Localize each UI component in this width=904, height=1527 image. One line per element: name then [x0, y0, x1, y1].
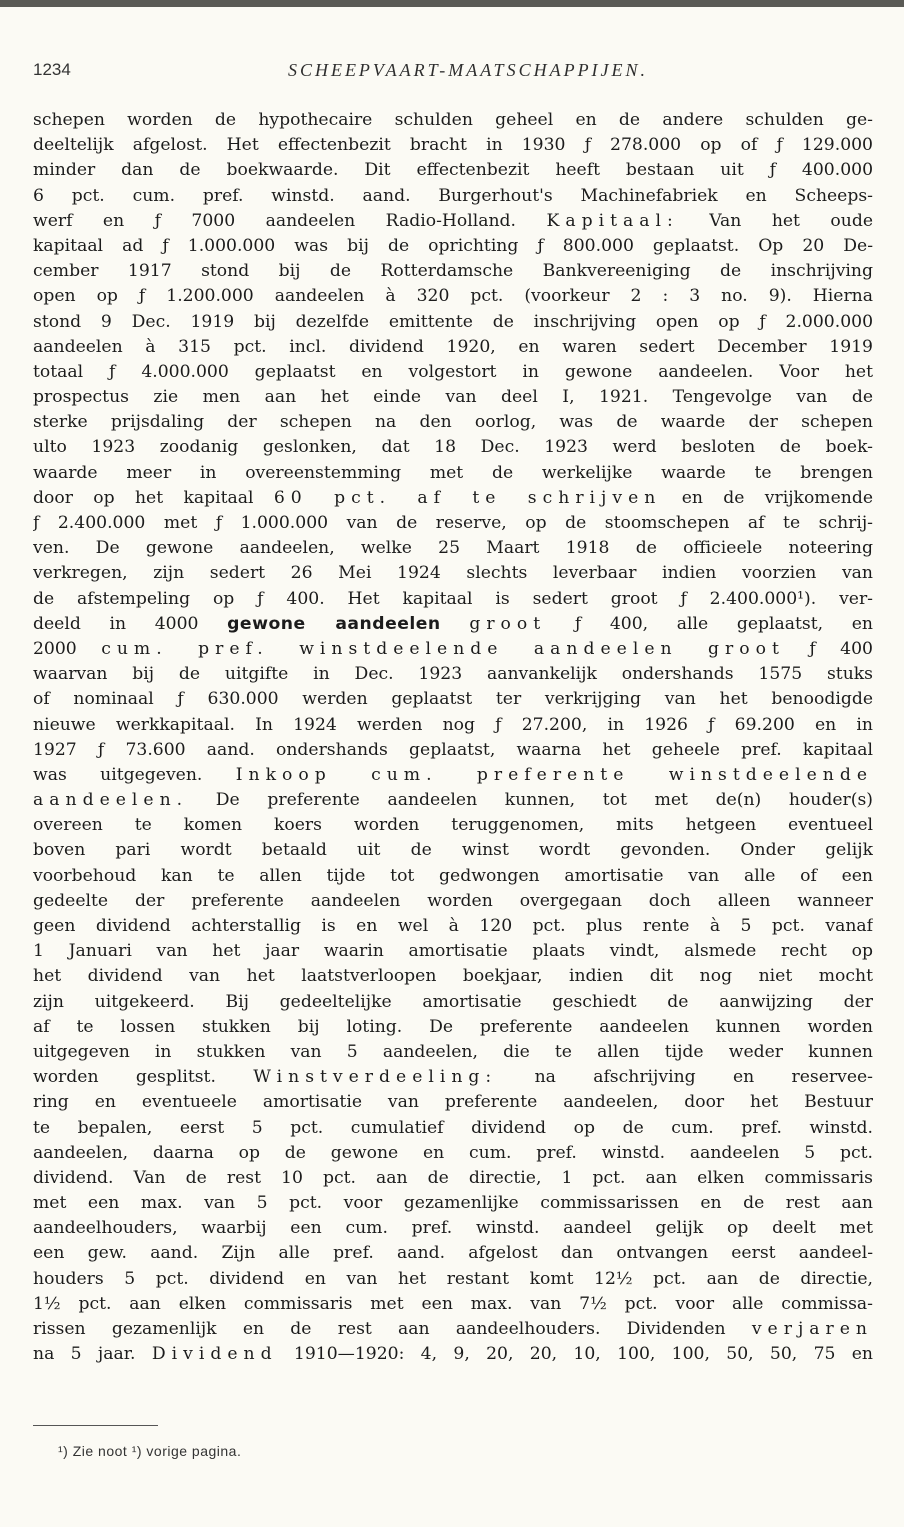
text-line: met een max. van 5 pct. voor gezamenlijke commissarissen en de rest aan: [33, 1193, 873, 1214]
text-line: aandeelen, daarna op de gewone en cum. pref. winstd. aandeelen 5 pct.: [33, 1142, 873, 1163]
text-line: of nominaal ƒ 630.000 werden geplaatst ter verkrijging van het benoodigde: [33, 689, 873, 710]
emphasis-groot: groot: [469, 613, 547, 634]
text-line: cember 1917 stond bij de Rotterdamsche Bankvereeniging de inschrijving: [33, 261, 873, 282]
text-line: voorbehoud kan te allen tijde tot gedwongen amortisatie van alle of een: [33, 865, 873, 886]
text-run: 2000: [33, 638, 77, 659]
text-run: rissen gezamenlijk en de rest aan aandeelhouders. Dividenden: [33, 1319, 726, 1339]
text-line: [33, 763, 873, 788]
text-line: 1 Januari van het jaar waarin amortisatie plaats vindt, alsmede recht op: [33, 941, 873, 962]
text-run: werf en ƒ 7000 aandeelen Radio-Holland.: [33, 210, 517, 231]
text-line: ring en eventueele amortisatie van preferente aandeelen, door het Bestuur: [33, 1092, 873, 1113]
text-line: open op ƒ 1.200.000 aandeelen à 320 pct. (voorkeur 2 : 3 no. 9). Hierna: [33, 286, 873, 307]
text-line: [33, 1317, 873, 1342]
emphasis-gewone-aandeelen: gewone aandeelen: [227, 613, 441, 634]
text-line: waarvan bij de uitgifte in Dec. 1923 aanvankelijk ondershands 1575 stuks: [33, 664, 873, 685]
text-run: was uitgegeven.: [33, 764, 203, 785]
text-line: aandeelen à 315 pct. incl. dividend 1920, en waren sedert December 1919: [33, 336, 873, 357]
text-line: totaal ƒ 4.000.000 geplaatst en volgestort in gewone aandeelen. Voor het: [33, 361, 873, 382]
text-run: worden gesplitst.: [33, 1067, 216, 1088]
text-line: overeen te komen koers worden teruggenomen, mits hetgeen eventueel: [33, 815, 873, 836]
text-line: [33, 637, 873, 662]
text-line: ƒ 2.400.000 met ƒ 1.000.000 van de reserve, op de stoomschepen af te schrij-: [33, 513, 873, 533]
text-run: ƒ 400, alle geplaatst, en: [574, 613, 873, 634]
text-line: ulto 1923 zoodanig geslonken, dat 18 Dec. 1923 werd besloten de boek-: [33, 437, 873, 458]
text-run: Van het oude: [709, 210, 873, 231]
text-line: prospectus zie men aan het einde van deel I, 1921. Tengevolge van de: [33, 387, 873, 408]
text-run: ƒ 400: [809, 638, 873, 659]
text-line: kapitaal ad ƒ 1.000.000 was bij de oprichting ƒ 800.000 geplaatst. Op 20 De-: [33, 235, 873, 256]
body-text: [33, 108, 873, 1367]
text-line: verkregen, zijn sedert 26 Mei 1924 slechts leverbaar indien voorzien van: [33, 563, 873, 584]
section-heading-inkoop: Inkoop cum. preferente winstdeelende: [235, 764, 873, 785]
running-head: SCHEEPVAART-MAATSCHAPPIJEN.: [287, 60, 649, 80]
page-header: [33, 60, 873, 90]
text-line: zijn uitgekeerd. Bij gedeeltelijke amortisatie geschiedt de aanwijzing der: [33, 991, 873, 1012]
text-line: aandeelhouders, waarbij een cum. pref. winstd. aandeel gelijk op deelt met: [33, 1218, 873, 1239]
text-line: 6 pct. cum. pref. winstd. aand. Burgerhout's Machinefabriek en Scheeps-: [33, 185, 873, 206]
text-line: de afstempeling op ƒ 400. Het kapitaal is sedert groot ƒ 2.400.000¹). ver-: [33, 588, 873, 609]
scan-top-edge: [0, 0, 904, 7]
text-line: 1½ pct. aan elken commissaris met een max. van 7½ pct. voor alle commissa-: [33, 1293, 873, 1314]
text-line: een gew. aand. Zijn alle pref. aand. afgelost dan ontvangen eerst aandeel-: [33, 1243, 873, 1264]
text-run: na afschrijving en reservee-: [534, 1067, 873, 1088]
text-run: 1910—1920: 4, 9, 20, 20, 10, 100, 100, 50, 50, 75 en: [293, 1344, 873, 1365]
text-line: gedeelte der preferente aandeelen worden overgegaan doch alleen wanneer: [33, 890, 873, 911]
emphasis-verjaren: verjaren: [751, 1319, 873, 1339]
text-line: [33, 486, 873, 511]
footnote-rule: [33, 1425, 158, 1426]
text-line: [33, 612, 873, 637]
text-line: [33, 788, 873, 813]
text-run: door op het kapitaal: [33, 487, 254, 508]
text-line: boven pari wordt betaald uit de winst wordt gevonden. Onder gelijk: [33, 840, 873, 861]
text-line: stond 9 Dec. 1919 bij dezelfde emittente de inschrijving open op ƒ 2.000.000: [33, 311, 873, 332]
text-line: houders 5 pct. dividend en van het restant komt 12½ pct. aan de directie,: [33, 1268, 873, 1289]
text-line: schepen worden de hypothecaire schulden geheel en de andere schulden ge-: [33, 110, 873, 130]
text-line: geen dividend achterstallig is en wel à 120 pct. plus rente à 5 pct. vanaf: [33, 916, 873, 936]
text-line: te bepalen, eerst 5 pct. cumulatief dividend op de cum. pref. winstd.: [33, 1117, 873, 1138]
text-line: ven. De gewone aandeelen, welke 25 Maart 1918 de officieele noteering: [33, 538, 873, 559]
text-line: minder dan de boekwaarde. Dit effectenbezit heeft bestaan uit ƒ 400.000: [33, 160, 873, 181]
text-line: deeltelijk afgelost. Het effectenbezit bracht in 1930 ƒ 278.000 op of ƒ 129.000: [33, 135, 873, 156]
text-run: en de vrijkomende: [681, 487, 873, 508]
text-line: [33, 1342, 873, 1367]
text-line: 1927 ƒ 73.600 aand. ondershands geplaatst, waarna het geheele pref. kapitaal: [33, 739, 873, 760]
text-line: [33, 209, 873, 234]
text-line: nieuwe werkkapitaal. In 1924 werden nog ƒ 27.200, in 1926 ƒ 69.200 en in: [33, 714, 873, 735]
section-heading-inkoop-cont: aandeelen.: [33, 790, 189, 811]
section-heading-winstverdeeling: Winstverdeeling:: [253, 1067, 498, 1088]
section-heading-kapitaal: Kapitaal:: [546, 210, 679, 231]
text-line: af te lossen stukken bij loting. De preferente aandeelen kunnen worden: [33, 1016, 873, 1037]
text-run: De preferente aandeelen kunnen, tot met de(n) houder(s): [215, 790, 873, 811]
text-line: [33, 1065, 873, 1090]
text-line: dividend. Van de rest 10 pct. aan de directie, 1 pct. aan elken commissaris: [33, 1167, 873, 1188]
text-line: het dividend van het laatstverloopen boekjaar, indien dit nog niet mocht: [33, 966, 873, 987]
emphasis-afschrijven: 60 pct. af te schrijven: [273, 487, 662, 508]
text-line: uitgegeven in stukken van 5 aandeelen, die te allen tijde weder kunnen: [33, 1041, 873, 1062]
text-line: sterke prijsdaling der schepen na den oorlog, was de waarde der schepen: [33, 412, 873, 433]
text-line: waarde meer in overeenstemming met de werkelijke waarde te brengen: [33, 462, 873, 483]
section-heading-dividend: Dividend: [151, 1344, 278, 1365]
footnote: ¹) Zie noot ¹) vorige pagina.: [58, 1443, 242, 1459]
emphasis-cum-pref: cum. pref. winstdeelende aandeelen groot: [101, 638, 785, 659]
text-run: deeld in 4000: [33, 613, 199, 634]
text-run: na 5 jaar.: [33, 1344, 136, 1365]
page-number: 1234: [33, 60, 71, 79]
